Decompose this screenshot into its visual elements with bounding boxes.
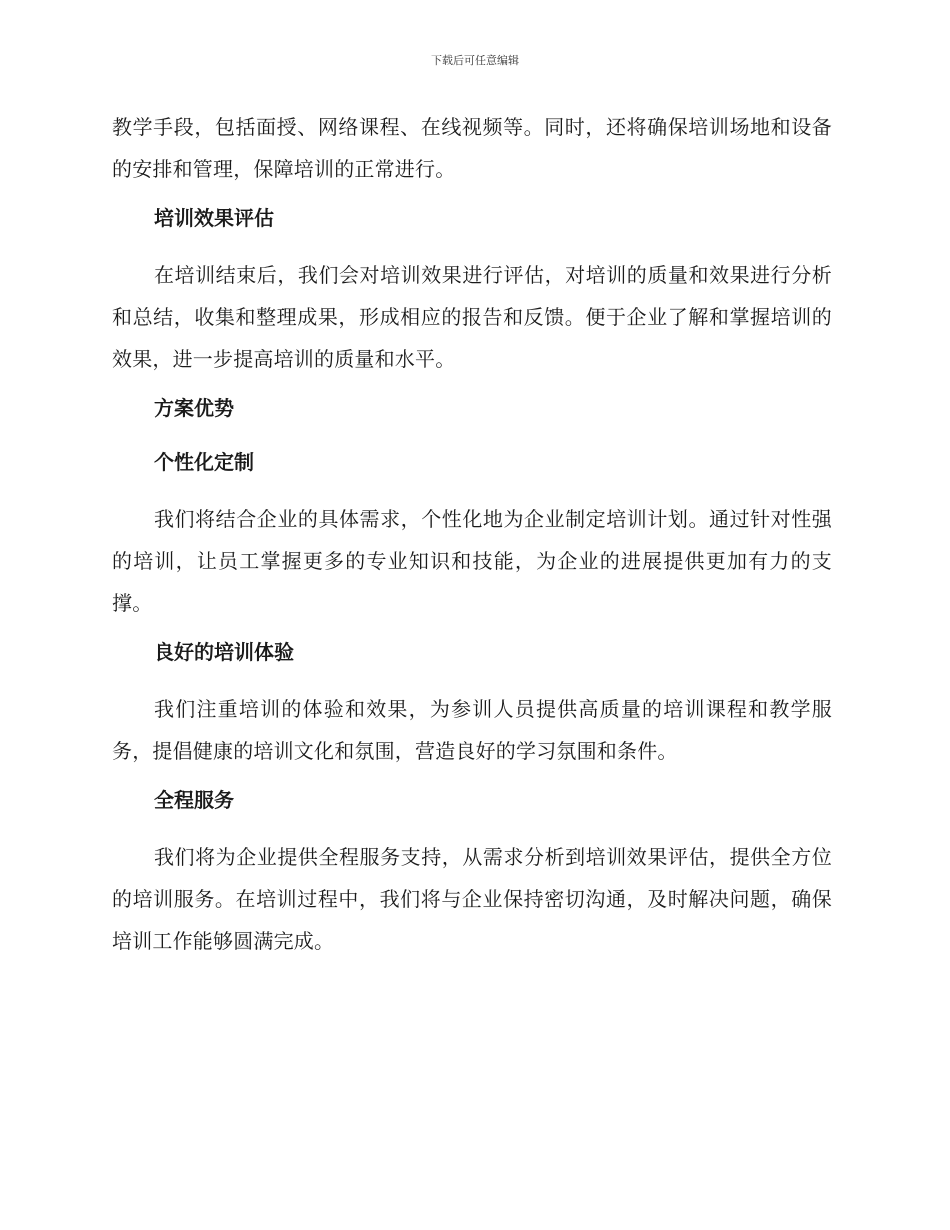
paragraph-teaching-methods: 教学手段，包括面授、网络课程、在线视频等。同时，还将确保培训场地和设备的安排和管理，保障培训的正常进行。 [112, 115, 832, 181]
heading-training-experience: 良好的培训体验 [154, 640, 294, 664]
paragraph-training-evaluation: 在培训结束后，我们会对培训效果进行评估，对培训的质量和效果进行分析和总结，收集和整理成果，形成相应的报告和反馈。便于企业了解和掌握培训的效果，进一步提高培训的质量和水平。 [112, 263, 832, 371]
heading-full-service: 全程服务 [154, 788, 234, 812]
heading-training-evaluation: 培训效果评估 [154, 206, 274, 230]
heading-plan-advantages: 方案优势 [154, 396, 234, 420]
document-body [112, 106, 832, 974]
paragraph-full-service: 我们将为企业提供全程服务支持，从需求分析到培训效果评估，提供全方位的培训服务。在培训过程中，我们将与企业保持密切沟通，及时解决问题，确保培训工作能够圆满完成。 [112, 845, 832, 953]
paragraph-customization: 我们将结合企业的具体需求，个性化地为企业制定培训计划。通过针对性强的培训，让员工掌握更多的专业知识和技能，为企业的进展提供更加有力的支撑。 [112, 507, 832, 615]
paragraph-training-experience: 我们注重培训的体验和效果，为参训人员提供高质量的培训课程和教学服务，提倡健康的培训文化和氛围，营造良好的学习氛围和条件。 [112, 697, 832, 763]
heading-customization: 个性化定制 [154, 450, 254, 474]
page-header: 下载后可任意编辑 [431, 54, 519, 67]
